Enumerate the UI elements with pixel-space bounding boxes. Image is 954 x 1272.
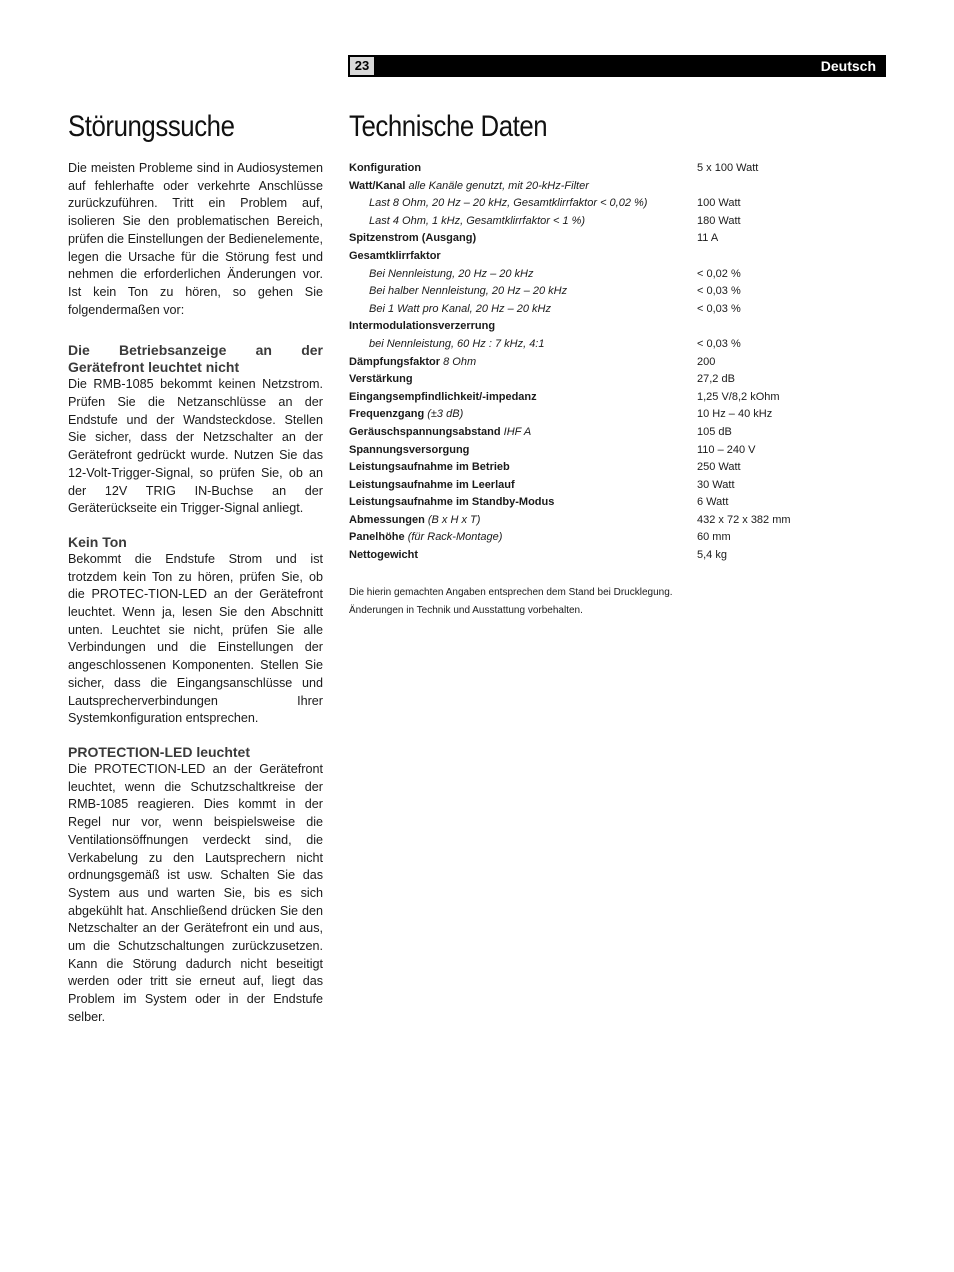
- spec-label: [349, 529, 697, 547]
- spec-row: [349, 195, 869, 213]
- spec-row: [349, 248, 869, 266]
- spec-label-text: Eingangsempfindlichkeit/-impedanz: [349, 390, 537, 403]
- spec-label: [349, 354, 697, 372]
- spec-note: (±3 dB): [427, 408, 464, 421]
- spec-row: [349, 406, 869, 424]
- spec-label: [349, 230, 697, 248]
- language-label: Deutsch: [820, 58, 876, 74]
- spec-label-text: Leistungsaufnahme im Betrieb: [349, 461, 510, 474]
- spec-row: [349, 529, 869, 547]
- spec-row: [349, 371, 869, 389]
- spec-label: [349, 389, 697, 407]
- spec-value: 5 x 100 Watt: [697, 162, 759, 174]
- spec-value: 432 x 72 x 382 mm: [697, 513, 791, 526]
- spec-label-text: Abmessungen: [349, 513, 425, 526]
- spec-label: [349, 371, 697, 389]
- spec-sub-label: bei Nennleistung, 60 Hz : 7 kHz, 4:1: [369, 337, 545, 350]
- section-heading-power-led: Die Betriebsanzeige an der Gerätefront leuchtet nicht: [68, 342, 323, 376]
- spec-row: [349, 336, 869, 354]
- spec-value: 1,25 V/8,2 kOhm: [697, 390, 780, 403]
- spec-label-text: Leistungsaufnahme im Standby-Modus: [349, 496, 555, 509]
- spec-label-text: Spitzenstrom (Ausgang): [349, 232, 477, 245]
- spec-label: [349, 512, 697, 530]
- spec-label: [349, 178, 697, 196]
- spec-sub-label: Last 4 Ohm, 1 kHz, Gesamtklirrfaktor < 1 %): [369, 214, 586, 227]
- spec-note: 8 Ohm: [443, 355, 477, 368]
- specifications-title: Technische Daten: [349, 110, 548, 143]
- section-body-protection-led: Die PROTECTION-LED an der Gerätefront leuchtet, wenn die Schutzschaltkreise der RMB-1085 reagieren. Dies kommt in der Regel nur vor, wenn beispielsweise die Ventilationsöffnungen verdeckt sind, die Verkabelung zu den Lautsprechern nicht ordnungsgemäß ist usw. Schalten Sie das System aus und warten Sie, bis es sich abgekühlt hat. Anschließend drücken Sie den Netzschalter an der Gerätefront ein und aus, um die Schutzschaltungen zurückzusetzen. Kann die Störung dadurch nicht beseitigt werden oder tritt sie erneut auf, liegt das Problem im System oder in der Endstufe selber.: [68, 761, 323, 1024]
- header-bar: [348, 55, 886, 77]
- spec-note: IHF A: [503, 425, 532, 438]
- spec-row: [349, 547, 869, 565]
- footnote: [349, 584, 829, 620]
- spec-value: < 0,03 %: [697, 337, 741, 350]
- troubleshooting-column: [68, 160, 323, 1027]
- section-body-no-sound: Bekommt die Endstufe Strom und ist trotzdem kein Ton zu hören, prüfen Sie, ob die PROTEC-TION-LED an der Gerätefront leuchtet. Wenn ja, lesen Sie den Abschnitt unten. Leuchtet sie nicht, prüfen Sie alle Verbindungen und die Einstellungen der angeschlossenen Komponenten. Stellen Sie sicher, dass die Eingangsanschlüsse und Lautsprecherverbindungen Ihrer Systemkonfiguration entsprechen.: [68, 551, 323, 726]
- spec-label: [349, 248, 697, 266]
- spec-value: 5,4 kg: [697, 549, 727, 562]
- spec-row: [349, 213, 869, 231]
- spec-note: (für Rack-Montage): [407, 531, 503, 544]
- troubleshooting-title: Störungssuche: [68, 110, 235, 143]
- spec-value: 6 Watt: [697, 496, 729, 509]
- spec-row: [349, 354, 869, 372]
- spec-label: [349, 459, 697, 477]
- section-heading-protection-led: PROTECTION-LED leuchtet: [68, 743, 251, 760]
- spec-note: (B x H x T): [427, 513, 481, 526]
- spec-value: 27,2 dB: [697, 373, 735, 386]
- spec-label-text: Nettogewicht: [349, 549, 419, 562]
- spec-row: [349, 459, 869, 477]
- spec-value: 250 Watt: [697, 461, 741, 474]
- spec-label-text: Watt/Kanal: [349, 179, 406, 192]
- spec-value: 100 Watt: [697, 197, 741, 210]
- specifications-table: [349, 160, 869, 565]
- spec-label: [349, 547, 697, 565]
- spec-label: [349, 160, 697, 178]
- spec-value: 110 – 240 V: [697, 443, 756, 456]
- spec-value: 105 dB: [697, 425, 732, 438]
- intro-paragraph: Die meisten Probleme sind in Audiosystemen auf fehlerhafte oder verkehrte Anschlüsse zurückzuführen. Tritt ein Problem auf, isolieren Sie den problematischen Bereich, prüfen die Einstellungen der Bedienelemente, legen die Ursache für die Störung fest und nehmen die erforderlichen Änderungen vor. Ist kein Ton zu hören, so gehen Sie folgendermaßen vor:: [68, 161, 323, 317]
- spec-row: [349, 512, 869, 530]
- spec-label: [349, 494, 697, 512]
- spec-row: [349, 442, 869, 460]
- footnote-line: Die hierin gemachten Angaben entsprechen dem Stand bei Drucklegung.: [349, 587, 673, 598]
- spec-label-text: Geräuschspannungsabstand: [349, 425, 501, 438]
- spec-row: [349, 266, 869, 284]
- spec-value: 30 Watt: [697, 478, 735, 491]
- spec-label: [349, 406, 697, 424]
- spec-row: [349, 494, 869, 512]
- footnote-line: Änderungen in Technik und Ausstattung vorbehalten.: [349, 605, 583, 616]
- spec-row: [349, 178, 869, 196]
- spec-sub-label: Last 8 Ohm, 20 Hz – 20 kHz, Gesamtklirrfaktor < 0,02 %): [369, 197, 648, 210]
- spec-row: [349, 424, 869, 442]
- spec-value: < 0,03 %: [697, 285, 741, 298]
- spec-sub-label: Bei Nennleistung, 20 Hz – 20 kHz: [369, 267, 534, 280]
- spec-row: [349, 477, 869, 495]
- spec-label-text: Panelhöhe: [349, 531, 405, 544]
- spec-label: [349, 424, 697, 442]
- spec-label-text: Verstärkung: [349, 373, 413, 386]
- spec-note: alle Kanäle genutzt, mit 20-kHz-Filter: [408, 179, 589, 192]
- spec-value: 10 Hz – 40 kHz: [697, 408, 773, 421]
- spec-sub-label: Bei halber Nennleistung, 20 Hz – 20 kHz: [369, 285, 568, 298]
- section-body-power-led: Die RMB-1085 bekommt keinen Netzstrom. Prüfen Sie die Netzanschlüsse an der Endstufe und der Wandsteckdose. Stellen Sie sicher, dass der Netzschalter an der Gerätefront gedrückt wurde. Nutzen Sie das 12-Volt-Trigger-Signal, so prüfen Sie, ob an der 12V TRIG IN-Buchse an der Geräterückseite ein Trigger-Signal anliegt.: [68, 377, 323, 516]
- spec-value: 11 A: [697, 232, 719, 245]
- spec-row: [349, 301, 869, 319]
- spec-sub-label: Bei 1 Watt pro Kanal, 20 Hz – 20 kHz: [369, 302, 551, 315]
- spec-label-text: Frequenzgang: [349, 408, 425, 421]
- spec-value: 60 mm: [697, 531, 731, 544]
- spec-row: [349, 318, 869, 336]
- spec-label-text: Konfiguration: [349, 162, 422, 174]
- spec-label-text: Dämpfungsfaktor: [349, 355, 441, 368]
- spec-row: [349, 389, 869, 407]
- spec-label-text: Spannungsversorgung: [349, 443, 470, 456]
- spec-label-text: Leistungsaufnahme im Leerlauf: [349, 478, 515, 491]
- spec-row: [349, 160, 869, 178]
- spec-row: [349, 283, 869, 301]
- section-heading-no-sound: Kein Ton: [68, 533, 127, 550]
- spec-row: [349, 230, 869, 248]
- spec-value: < 0,03 %: [697, 302, 741, 315]
- spec-label-text: Gesamtklirrfaktor: [349, 249, 441, 262]
- spec-label: [349, 442, 697, 460]
- spec-value: 200: [697, 355, 716, 368]
- spec-label-text: Intermodulationsverzerrung: [349, 320, 496, 333]
- spec-label: [349, 318, 697, 336]
- spec-value: 180 Watt: [697, 214, 741, 227]
- spec-value: < 0,02 %: [697, 267, 741, 280]
- spec-label: [349, 477, 697, 495]
- page-number: 23: [350, 57, 374, 75]
